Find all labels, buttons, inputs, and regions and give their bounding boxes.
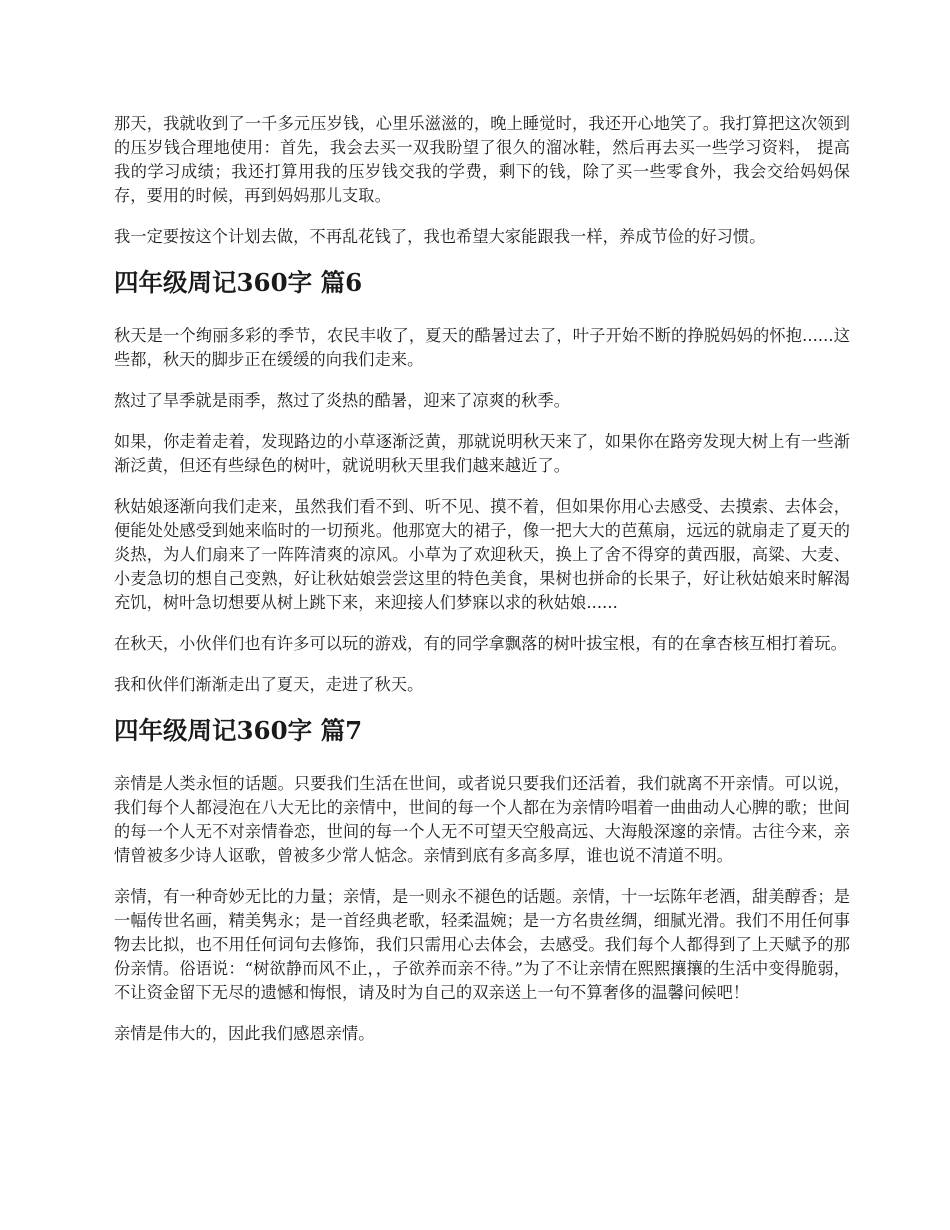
paragraph: 我一定要按这个计划去做，不再乱花钱了，我也希望大家能跟我一样，养成节俭的好习惯。 [114,227,766,246]
paragraph: 熬过了旱季就是雨季，熬过了炎热的酷暑，迎来了凉爽的秋季。 [114,391,571,410]
paragraph: 我和伙伴们渐渐走出了夏天，走进了秋天。 [114,675,424,694]
section-7 [114,714,850,1046]
paragraph: 在秋天，小伙伴们也有许多可以玩的游戏，有的同学拿飘落的树叶拔宝根，有的在拿杏核互相打着玩。 [114,634,847,653]
paragraph: 那天，我就收到了一千多元压岁钱，心里乐滋滋的，晚上睡觉时，我还开心地笑了。我打算把这次领到的压岁钱合理地使用：首先，我会去买一双我盼望了很久的溜冰鞋，然后再去买一些学习资料， 提高我的学习成绩；我还打算用我的压岁钱交我的学费，剩下的钱，除了买一些零食外，我会交给妈妈保存，要用的时候，再到妈妈那儿支取。 [114,114,850,205]
intro-section [114,112,850,249]
section-heading: 四年级周记360字 篇7 [114,716,363,745]
paragraph: 如果，你走着走着，发现路边的小草逐渐泛黄，那就说明秋天来了，如果你在路旁发现大树上有一些渐渐泛黄，但还有些绿色的树叶，就说明秋天里我们越来越近了。 [114,432,850,475]
paragraph: 秋天是一个绚丽多彩的季节，农民丰收了，夏天的酷暑过去了，叶子开始不断的挣脱妈妈的怀抱......这些都，秋天的脚步正在缓缓的向我们走来。 [114,326,850,369]
section-heading: 四年级周记360字 篇6 [114,268,363,297]
section-6 [114,266,850,697]
document-page [114,112,850,1063]
paragraph: 亲情是人类永恒的话题。只要我们生活在世间，或者说只要我们还活着，我们就离不开亲情。可以说，我们每个人都浸泡在八大无比的亲情中，世间的每一个人都在为亲情吟唱着一曲曲动人心脾的歌；世间的每一个人无不对亲情眷恋，世间的每一个人无不可望天空般高远、大海般深邃的亲情。古往今来，亲情曾被多少诗人讴歌，曾被多少常人惦念。亲情到底有多高多厚，谁也说不清道不明。 [114,774,850,865]
paragraph: 亲情，有一种奇妙无比的力量；亲情，是一则永不褪色的话题。亲情，十一坛陈年老酒，甜美醇香；是一幅传世名画，精美隽永；是一首经典老歌，轻柔温婉；是一方名贵丝绸，细腻光滑。我们不用任何事物去比拟，也不用任何词句去修饰，我们只需用心去体会，去感受。我们每个人都得到了上天赋予的那份亲情。俗语说：“树欲静而风不止，，子欲养而亲不待。”为了不让亲情在熙熙攘攘的生活中变得脆弱，不让资金留下无尽的遗憾和悔恨，请及时为自己的双亲送上一句不算奢侈的温馨问候吧！ [114,887,850,1002]
paragraph: 秋姑娘逐渐向我们走来，虽然我们看不到、听不见、摸不着，但如果你用心去感受、去摸索、去体会，便能处处感受到她来临时的一切预兆。他那宽大的裙子，像一把大大的芭蕉扇，远远的就扇走了夏天的炎热，为人们扇来了一阵阵清爽的凉风。小草为了欢迎秋天，换上了舍不得穿的黄西服，高粱、大麦、小麦急切的想自己变熟，好让秋姑娘尝尝这里的特色美食，果树也拼命的长果子，好让秋姑娘来时解渴充饥，树叶急切想要从树上跳下来，来迎接人们梦寐以求的秋姑娘...... [114,497,850,612]
paragraph: 亲情是伟大的，因此我们感恩亲情。 [114,1024,375,1043]
